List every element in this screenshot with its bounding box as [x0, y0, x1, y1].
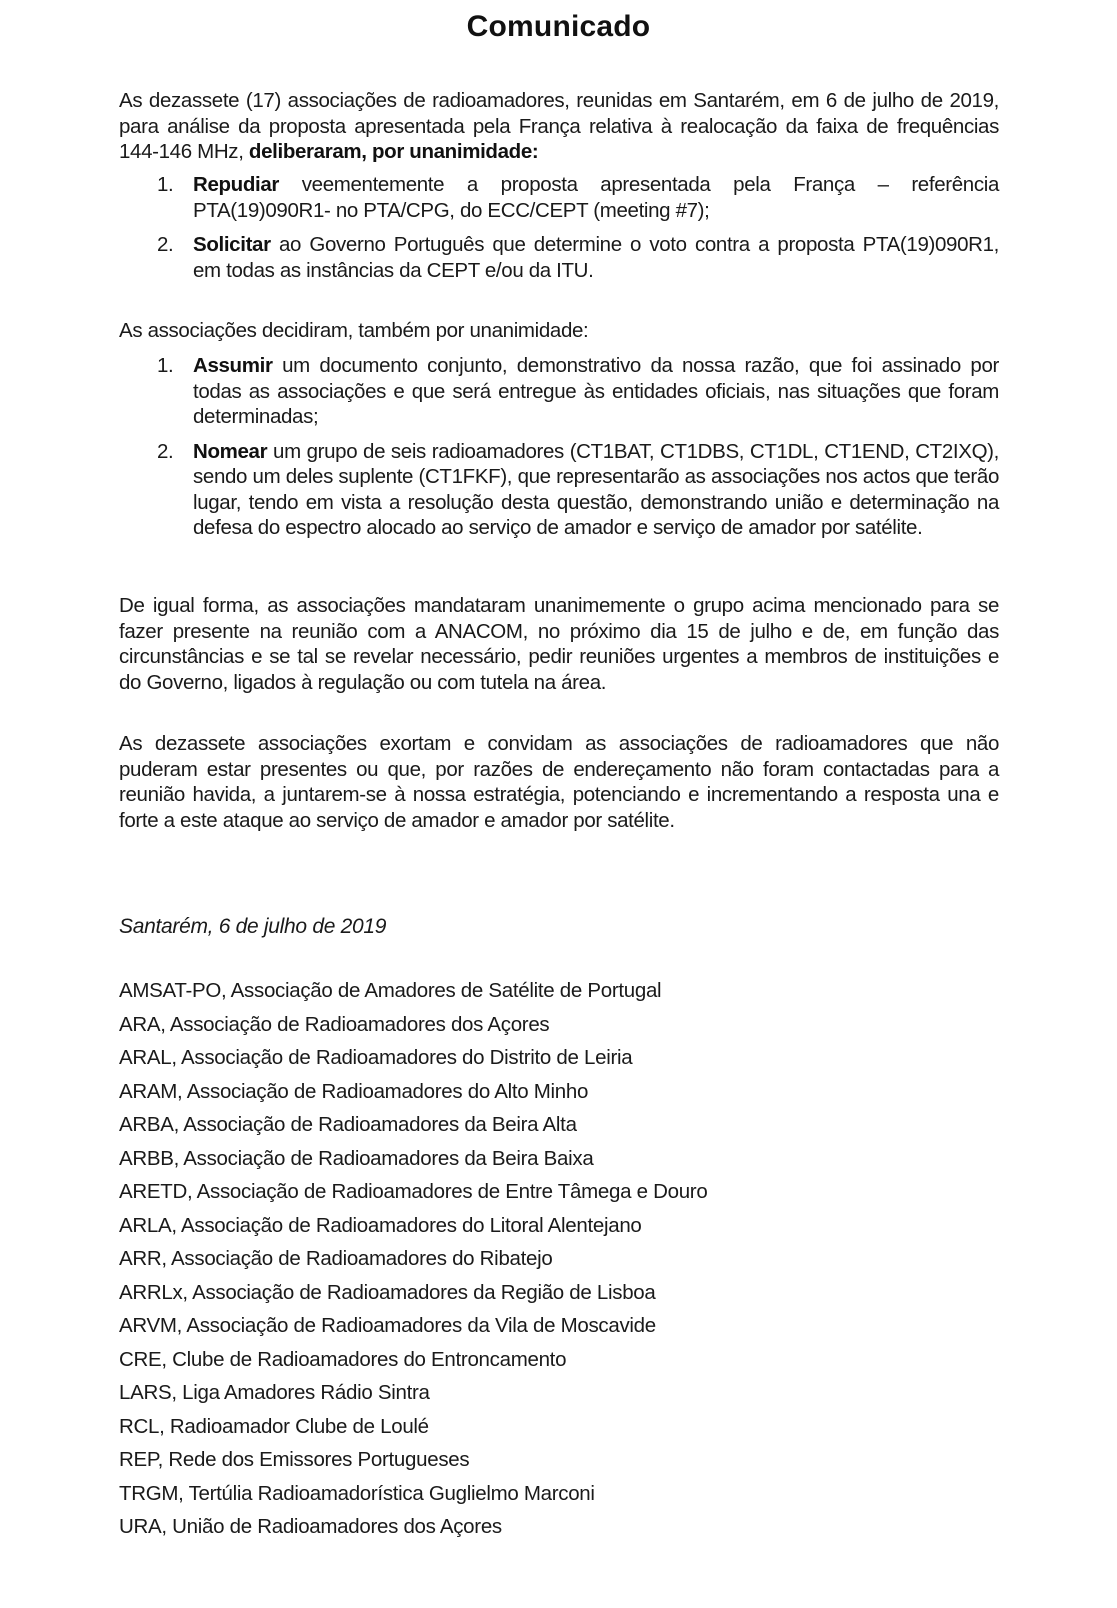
association-item: ARLA, Associação de Radioamadores do Litoral Alentejano [119, 1213, 642, 1237]
association-item: ARRLx, Associação de Radioamadores da Região de Lisboa [119, 1280, 656, 1304]
association-item: REP, Rede dos Emissores Portugueses [119, 1448, 470, 1471]
document-title: Comunicado [466, 10, 651, 43]
association-item: AMSAT-PO, Associação de Amadores de Satélite de Portugal [119, 979, 662, 1002]
item-number: 2. [157, 233, 174, 256]
list-item [119, 232, 999, 283]
intro-text: As dezassete (17) associações de radioamadores, reunidas em Santarém, em 6 de julho de 2019, para análise da proposta apresentada pela França relativa à realocação da faixa de frequências 144-146 MHz, [119, 89, 999, 163]
item-verb: Solicitar [193, 233, 271, 256]
place-date: Santarém, 6 de julho de 2019 [119, 915, 387, 938]
intro-paragraph [119, 88, 999, 165]
association-item: CRE, Clube de Radioamadores do Entroncamento [119, 1347, 567, 1371]
list-item [119, 172, 999, 223]
item-verb: Repudiar [193, 173, 280, 196]
item-text: um grupo de seis radioamadores (CT1BAT, CT1DBS, CT1DL, CT1END, CT2IXQ), sendo um deles suplente (CT1FKF), que representarão as associações nos actos que terão lugar, tendo em vista a resolução desta questão, demonstrando união e determinação na defesa do espectro alocado ao serviço de amador e serviço de amador por satélite. [193, 439, 999, 539]
item-number: 1. [157, 173, 174, 196]
associations-list [119, 978, 707, 1548]
item-text: ao Governo Português que determine o voto contra a proposta PTA(19)090R1, em todas as instâncias da CEPT e/ou da ITU. [193, 233, 999, 282]
intro-bold: deliberaram, por unanimidade: [248, 140, 539, 163]
association-item: LARS, Liga Amadores Rádio Sintra [119, 1381, 430, 1404]
association-item: URA, União de Radioamadores dos Açores [119, 1515, 502, 1538]
association-item: RCL, Radioamador Clube de Loulé [119, 1414, 429, 1438]
list-item [119, 353, 999, 430]
association-item: TRGM, Tertúlia Radioamadorística Guglielmo Marconi [119, 1481, 595, 1505]
association-item: ARAL, Associação de Radioamadores do Distrito de Leiria [119, 1046, 633, 1069]
association-item: ARA, Associação de Radioamadores dos Açores [119, 1012, 550, 1036]
item-text: um documento conjunto, demonstrativo da nossa razão, que foi assinado por todas as associações e que será entregue às entidades oficiais, nas situações que foram determinadas; [193, 354, 999, 428]
decisions-intro: As associações decidiram, também por unanimidade: [119, 319, 589, 342]
item-verb: Assumir [193, 354, 273, 377]
association-item: ARBA, Associação de Radioamadores da Beira Alta [119, 1113, 577, 1136]
association-item: ARR, Associação de Radioamadores do Ribatejo [119, 1247, 553, 1270]
item-text: veementemente a proposta apresentada pela França – referência PTA(19)090R1- no PTA/CPG, do ECC/CEPT (meeting #7); [193, 173, 999, 222]
association-item: ARBB, Associação de Radioamadores da Beira Baixa [119, 1146, 594, 1170]
association-item: ARETD, Associação de Radioamadores de Entre Tâmega e Douro [119, 1180, 708, 1203]
decisions-list [119, 353, 999, 541]
deliberations-list [119, 172, 999, 283]
exhort-paragraph: As dezassete associações exortam e convidam as associações de radioamadores que não puderam estar presentes ou que, por razões de endereçamento não foram contactadas para a reunião havida, a juntarem-se à nossa estratégia, potenciando e incrementando a resposta una e forte a este ataque ao serviço de amador e amador por satélite. [119, 732, 999, 832]
item-number: 2. [157, 439, 174, 463]
association-item: ARVM, Associação de Radioamadores da Vila de Moscavide [119, 1314, 656, 1337]
mandate-paragraph: De igual forma, as associações mandataram unanimemente o grupo acima mencionado para se fazer presente na reunião com a ANACOM, no próximo dia 15 de julho e de, em função das circunstâncias e se tal se revelar necessário, pedir reuniões urgentes a membros de instituições e do Governo, ligados à regulação ou com tutela na área. [119, 594, 999, 694]
item-verb: Nomear [193, 439, 268, 463]
association-item: ARAM, Associação de Radioamadores do Alto Minho [119, 1079, 589, 1103]
item-number: 1. [157, 354, 174, 377]
list-item [119, 439, 999, 541]
